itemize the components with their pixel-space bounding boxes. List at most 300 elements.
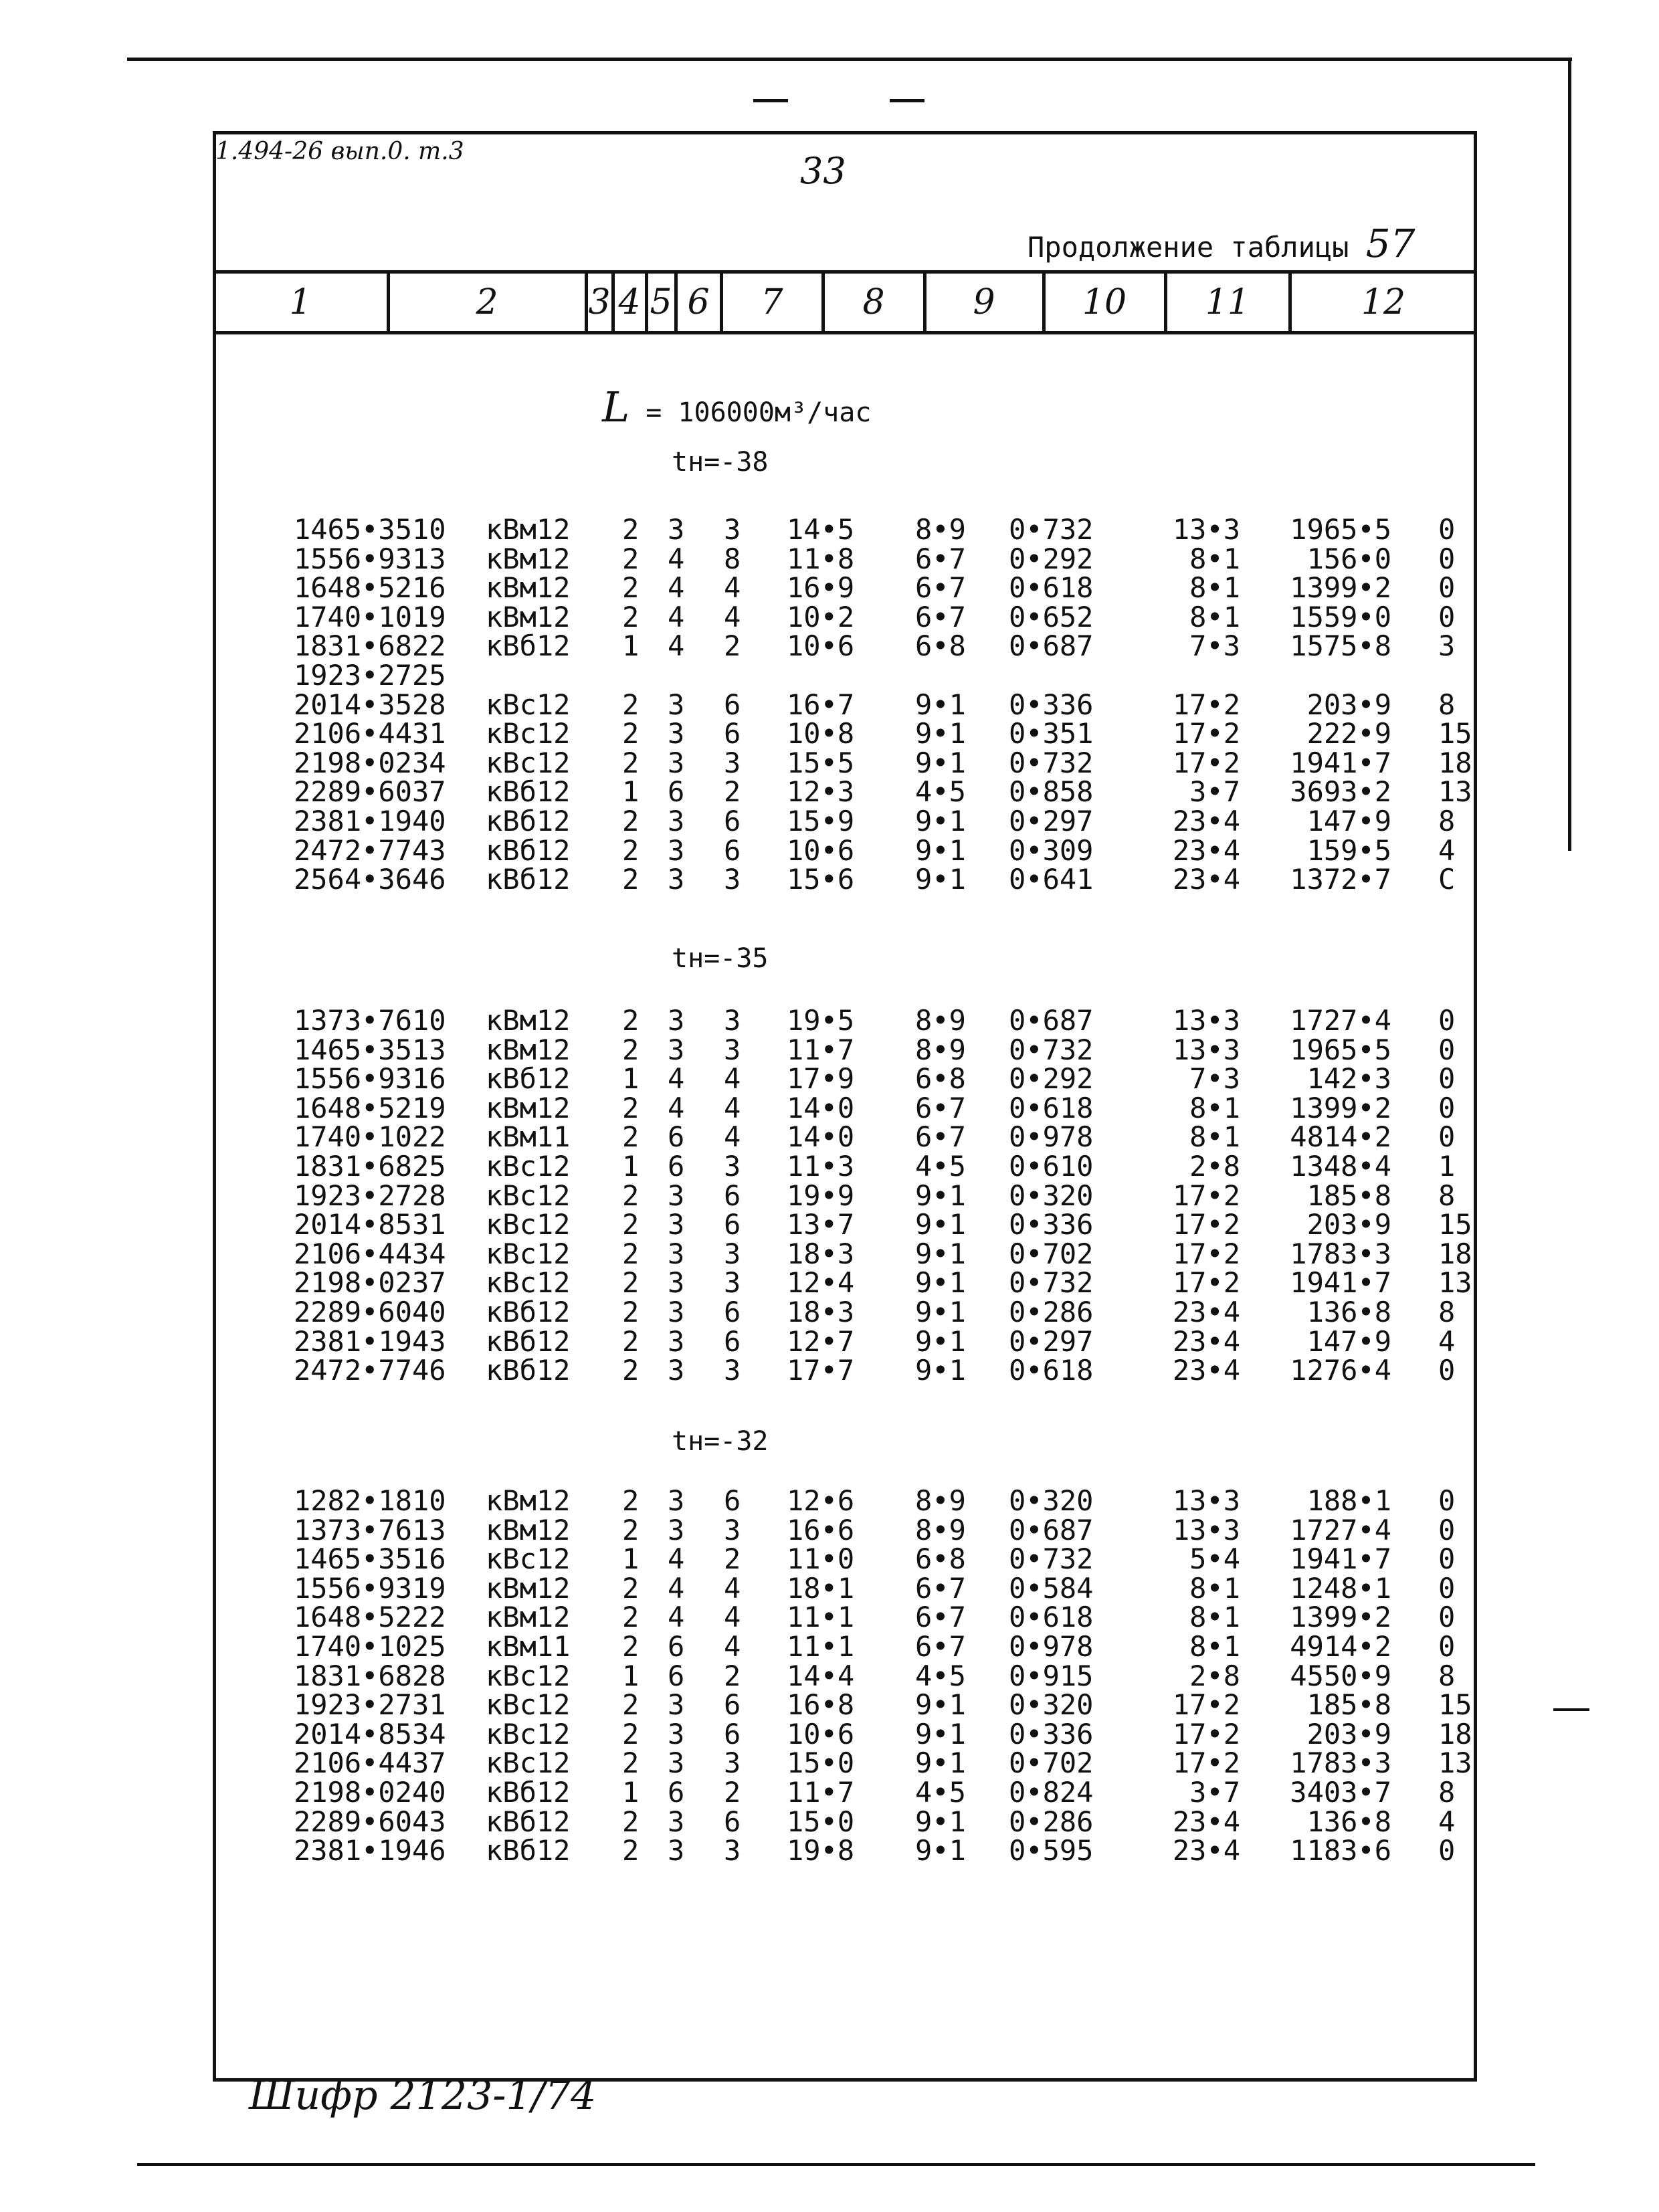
- cell-col-11: 147•9: [1306, 805, 1391, 837]
- cell-col-3: кВм11: [486, 1120, 571, 1153]
- cell-col-11: 1276•4: [1290, 1354, 1391, 1387]
- cell-col-12: 15: [1438, 1688, 1472, 1721]
- cell-col-1: 1923•27: [293, 1688, 412, 1721]
- cell-col-6: 2: [724, 1660, 741, 1692]
- column-divider: [585, 274, 588, 331]
- table-row: [0, 603, 1659, 632]
- cell-col-4: 1: [622, 1542, 640, 1575]
- section-title: tн=-35: [672, 943, 769, 974]
- cell-col-3: кВс12: [486, 746, 571, 779]
- cell-col-4: 2: [622, 1120, 640, 1153]
- table-row: [0, 1035, 1659, 1065]
- cell-col-4: 1: [622, 1776, 640, 1809]
- cell-col-12: 0: [1438, 513, 1456, 546]
- cell-col-4: 1: [622, 1062, 640, 1095]
- cell-col-5: 3: [668, 863, 685, 896]
- table-row: [0, 661, 1659, 690]
- cell-col-11: 4914•2: [1290, 1630, 1391, 1663]
- cell-col-5: 6: [668, 1630, 685, 1663]
- cell-col-8: 9•1: [915, 746, 966, 779]
- cell-col-3: кВм12: [486, 571, 571, 604]
- cell-col-3: кВс12: [486, 1660, 571, 1692]
- cell-col-1: 1556•93: [293, 542, 412, 575]
- table-row: [0, 719, 1659, 748]
- cell-col-6: 6: [724, 688, 741, 721]
- page-number: 33: [800, 150, 846, 192]
- cell-col-4: 2: [622, 1688, 640, 1721]
- cell-col-9: 0•732: [1009, 1542, 1094, 1575]
- cell-col-5: 3: [668, 1834, 685, 1867]
- column-header-6: 6: [687, 282, 710, 322]
- cell-col-5: 3: [668, 1688, 685, 1721]
- cell-col-6: 3: [724, 1033, 741, 1066]
- cell-col-3: кВм12: [486, 1092, 571, 1124]
- cell-col-12: 4: [1438, 1805, 1456, 1838]
- cell-col-12: 0: [1438, 1630, 1456, 1663]
- cell-col-1: 1373•76: [293, 1514, 412, 1546]
- cell-col-5: 3: [668, 1004, 685, 1037]
- cell-col-6: 3: [724, 1266, 741, 1299]
- cell-col-4: 2: [622, 1354, 640, 1387]
- cell-col-3: кВс12: [486, 1266, 571, 1299]
- cell-col-10: 5•4: [1189, 1542, 1240, 1575]
- cell-col-4: 2: [622, 1805, 640, 1838]
- cell-col-5: 4: [668, 1542, 685, 1575]
- column-divider: [674, 274, 678, 331]
- cell-col-7: 16•6: [787, 1514, 855, 1546]
- cell-col-11: 1559•0: [1290, 601, 1391, 633]
- cell-col-6: 3: [724, 1237, 741, 1270]
- cell-col-2: 28: [412, 688, 446, 721]
- cell-col-5: 6: [668, 775, 685, 808]
- cell-col-11: 1727•4: [1290, 1004, 1391, 1037]
- cell-col-6: 4: [724, 1601, 741, 1633]
- cell-col-3: кВм11: [486, 1630, 571, 1663]
- cell-col-5: 4: [668, 1572, 685, 1605]
- cell-col-11: 147•9: [1306, 1325, 1391, 1358]
- cell-col-4: 2: [622, 1092, 640, 1124]
- cell-col-6: 6: [724, 1718, 741, 1750]
- cell-col-11: 222•9: [1306, 717, 1391, 750]
- cell-col-4: 2: [622, 1208, 640, 1241]
- cell-col-9: 0•297: [1009, 805, 1094, 837]
- cell-col-11: 185•8: [1306, 1179, 1391, 1212]
- cell-col-12: 0: [1438, 1033, 1456, 1066]
- cell-col-5: 3: [668, 717, 685, 750]
- cell-col-3: кВм12: [486, 601, 571, 633]
- cell-col-5: 6: [668, 1150, 685, 1183]
- cell-col-12: 8: [1438, 1296, 1456, 1328]
- cell-col-7: 12•3: [787, 775, 855, 808]
- cell-col-10: 13•3: [1172, 1514, 1240, 1546]
- cell-col-1: 2014•85: [293, 1718, 412, 1750]
- cell-col-6: 4: [724, 571, 741, 604]
- cell-col-9: 0•702: [1009, 1237, 1094, 1270]
- cell-col-3: кВб12: [486, 1805, 571, 1838]
- cell-col-10: 3•7: [1189, 775, 1240, 808]
- cell-col-7: 11•1: [787, 1601, 855, 1633]
- cell-col-1: 2289•60: [293, 1296, 412, 1328]
- cell-col-1: 2198•02: [293, 1776, 412, 1809]
- cell-col-5: 3: [668, 746, 685, 779]
- cell-col-9: 0•978: [1009, 1120, 1094, 1153]
- cell-col-7: 18•3: [787, 1237, 855, 1270]
- cell-col-7: 10•6: [787, 834, 855, 867]
- cell-col-6: 6: [724, 834, 741, 867]
- cell-col-11: 156•0: [1306, 542, 1391, 575]
- cell-col-9: 0•584: [1009, 1572, 1094, 1605]
- cell-col-9: 0•610: [1009, 1150, 1094, 1183]
- cell-col-6: 2: [724, 1542, 741, 1575]
- cell-col-9: 0•732: [1009, 1033, 1094, 1066]
- cell-col-7: 13•7: [787, 1208, 855, 1241]
- column-header-4: 4: [618, 282, 641, 322]
- cell-col-8: 9•1: [915, 1296, 966, 1328]
- cell-col-9: 0•641: [1009, 863, 1094, 896]
- cell-col-6: 3: [724, 1834, 741, 1867]
- cell-col-2: 46: [412, 1834, 446, 1867]
- cell-col-12: 13: [1438, 1746, 1472, 1779]
- cell-col-4: 1: [622, 1150, 640, 1183]
- cell-col-10: 23•4: [1172, 805, 1240, 837]
- cell-col-6: 6: [724, 1325, 741, 1358]
- cell-col-11: 1727•4: [1290, 1514, 1391, 1546]
- cell-col-9: 0•978: [1009, 1630, 1094, 1663]
- cell-col-7: 15•0: [787, 1746, 855, 1779]
- cell-col-12: 18: [1438, 746, 1472, 779]
- cell-col-12: 0: [1438, 1542, 1456, 1575]
- cell-col-7: 10•8: [787, 717, 855, 750]
- cell-col-4: 2: [622, 1237, 640, 1270]
- cell-col-7: 15•5: [787, 746, 855, 779]
- cell-col-6: 4: [724, 1572, 741, 1605]
- cell-col-5: 3: [668, 688, 685, 721]
- cell-col-6: 6: [724, 1208, 741, 1241]
- cell-col-12: 18: [1438, 1718, 1472, 1750]
- cell-col-10: 2•8: [1189, 1660, 1240, 1692]
- cell-col-11: 1399•2: [1290, 1092, 1391, 1124]
- cell-col-2: 37: [412, 775, 446, 808]
- cell-col-1: 1648•52: [293, 1601, 412, 1633]
- cell-col-10: 17•2: [1172, 1179, 1240, 1212]
- cell-col-2: 31: [412, 1688, 446, 1721]
- cell-col-2: 10: [412, 1484, 446, 1517]
- cell-col-4: 2: [622, 688, 640, 721]
- cell-col-2: 16: [412, 1542, 446, 1575]
- cell-col-4: 2: [622, 1325, 640, 1358]
- cell-col-12: 0: [1438, 1062, 1456, 1095]
- cell-col-9: 0•297: [1009, 1325, 1094, 1358]
- cell-col-6: 6: [724, 1484, 741, 1517]
- cell-col-7: 11•7: [787, 1033, 855, 1066]
- cell-col-1: 1465•35: [293, 513, 412, 546]
- section-title: tн=-32: [672, 1426, 769, 1457]
- top-rule: [127, 58, 1572, 61]
- cell-col-8: 8•9: [915, 1484, 966, 1517]
- cell-col-1: 2198•02: [293, 746, 412, 779]
- cell-col-3: кВс12: [486, 1718, 571, 1750]
- cell-col-1: 1740•10: [293, 1120, 412, 1153]
- cell-col-6: 4: [724, 1630, 741, 1663]
- cell-col-9: 0•652: [1009, 601, 1094, 633]
- cell-col-3: кВб12: [486, 775, 571, 808]
- cell-col-3: кВс12: [486, 1179, 571, 1212]
- cell-col-4: 2: [622, 1630, 640, 1663]
- cell-col-9: 0•732: [1009, 746, 1094, 779]
- cell-col-8: 6•7: [915, 1120, 966, 1153]
- cell-col-6: 6: [724, 1296, 741, 1328]
- cell-col-2: 43: [412, 1325, 446, 1358]
- cell-col-3: кВс12: [486, 688, 571, 721]
- cell-col-6: 2: [724, 629, 741, 662]
- cell-col-11: 1399•2: [1290, 571, 1391, 604]
- cell-col-8: 9•1: [915, 1325, 966, 1358]
- cell-col-10: 23•4: [1172, 1325, 1240, 1358]
- table-row: [0, 573, 1659, 603]
- cell-col-11: 1399•2: [1290, 1601, 1391, 1633]
- cell-col-3: кВм12: [486, 1004, 571, 1037]
- cell-col-8: 6•7: [915, 1630, 966, 1663]
- cell-col-3: кВб12: [486, 629, 571, 662]
- cell-col-11: 1183•6: [1290, 1834, 1391, 1867]
- cell-col-7: 15•9: [787, 805, 855, 837]
- top-dash-left: [753, 99, 788, 102]
- cell-col-1: 2472•77: [293, 1354, 412, 1387]
- cell-col-10: 13•3: [1172, 1033, 1240, 1066]
- cell-col-9: 0•336: [1009, 1208, 1094, 1241]
- cell-col-4: 2: [622, 1514, 640, 1546]
- cell-col-4: 2: [622, 805, 640, 837]
- cell-col-8: 9•1: [915, 717, 966, 750]
- cell-col-7: 14•4: [787, 1660, 855, 1692]
- continuation-label: [1028, 221, 1416, 266]
- cell-col-4: 2: [622, 601, 640, 633]
- cell-col-8: 6•8: [915, 1542, 966, 1575]
- cell-col-8: 6•8: [915, 629, 966, 662]
- table-row: [0, 865, 1659, 894]
- cell-col-8: 6•7: [915, 1572, 966, 1605]
- cell-col-5: 3: [668, 834, 685, 867]
- cell-col-3: кВм12: [486, 1601, 571, 1633]
- cell-col-12: C: [1438, 863, 1456, 896]
- cell-col-12: 0: [1438, 1601, 1456, 1633]
- cell-col-9: 0•286: [1009, 1805, 1094, 1838]
- cell-col-9: 0•618: [1009, 1354, 1094, 1387]
- cell-col-3: кВм12: [486, 1514, 571, 1546]
- cell-col-4: 2: [622, 863, 640, 896]
- cell-col-2: 13: [412, 1514, 446, 1546]
- table-row: [0, 1094, 1659, 1123]
- cell-col-12: 0: [1438, 1092, 1456, 1124]
- cell-col-1: 2564•36: [293, 863, 412, 896]
- column-header-10: 10: [1082, 282, 1127, 322]
- cell-col-3: кВб12: [486, 1834, 571, 1867]
- cell-col-6: 8: [724, 542, 741, 575]
- cell-col-4: 2: [622, 571, 640, 604]
- cell-col-9: 0•292: [1009, 542, 1094, 575]
- cell-col-10: 17•2: [1172, 688, 1240, 721]
- cell-col-9: 0•687: [1009, 1004, 1094, 1037]
- cell-col-2: 37: [412, 1266, 446, 1299]
- cell-col-11: 1348•4: [1290, 1150, 1391, 1183]
- cell-col-4: 1: [622, 775, 640, 808]
- cell-col-9: 0•824: [1009, 1776, 1094, 1809]
- cell-col-6: 2: [724, 775, 741, 808]
- cell-col-8: 6•7: [915, 1092, 966, 1124]
- cell-col-7: 11•3: [787, 1150, 855, 1183]
- column-header-7: 7: [761, 282, 783, 322]
- cell-col-5: 4: [668, 571, 685, 604]
- cell-col-1: 1923•27: [293, 659, 412, 692]
- cell-col-7: 10•6: [787, 629, 855, 662]
- cell-col-2: 28: [412, 1660, 446, 1692]
- cell-col-2: 19: [412, 1092, 446, 1124]
- cell-col-6: 4: [724, 1120, 741, 1153]
- cell-col-11: 1941•7: [1290, 746, 1391, 779]
- formula-text: = 106000м³/час: [646, 397, 872, 428]
- cell-col-4: 2: [622, 1718, 640, 1750]
- cell-col-9: 0•286: [1009, 1296, 1094, 1328]
- cell-col-2: 22: [412, 1601, 446, 1633]
- cell-col-11: 1965•5: [1290, 513, 1391, 546]
- cell-col-8: 6•7: [915, 571, 966, 604]
- cell-col-6: 6: [724, 1179, 741, 1212]
- formula-symbol: L: [602, 383, 630, 431]
- cell-col-5: 3: [668, 1325, 685, 1358]
- cell-col-8: 9•1: [915, 863, 966, 896]
- cell-col-12: 4: [1438, 834, 1456, 867]
- cell-col-7: 12•7: [787, 1325, 855, 1358]
- cell-col-3: кВм12: [486, 1484, 571, 1517]
- table-row: [0, 1632, 1659, 1662]
- cell-col-1: 2198•02: [293, 1266, 412, 1299]
- cell-col-1: 1648•52: [293, 1092, 412, 1124]
- table-row: [0, 1574, 1659, 1603]
- cell-col-10: 13•3: [1172, 1484, 1240, 1517]
- cell-col-12: 8: [1438, 1660, 1456, 1692]
- cell-col-7: 17•9: [787, 1062, 855, 1095]
- cell-col-3: кВс12: [486, 717, 571, 750]
- cell-col-2: 22: [412, 629, 446, 662]
- cell-col-8: 9•1: [915, 1834, 966, 1867]
- cell-col-12: 4: [1438, 1325, 1456, 1358]
- cell-col-10: 23•4: [1172, 1354, 1240, 1387]
- cell-col-10: 23•4: [1172, 1805, 1240, 1838]
- cell-col-7: 15•6: [787, 863, 855, 896]
- cell-col-10: 8•1: [1189, 542, 1240, 575]
- column-divider: [387, 274, 390, 331]
- cell-col-8: 9•1: [915, 1746, 966, 1779]
- cell-col-8: 9•1: [915, 1805, 966, 1838]
- cell-col-8: 6•7: [915, 1601, 966, 1633]
- table-row: [0, 631, 1659, 661]
- cell-col-12: 8: [1438, 1179, 1456, 1212]
- column-header-5: 5: [650, 282, 672, 322]
- cell-col-11: 1783•3: [1290, 1237, 1391, 1270]
- cell-col-5: 6: [668, 1660, 685, 1692]
- cell-col-2: 28: [412, 1179, 446, 1212]
- cell-col-7: 17•7: [787, 1354, 855, 1387]
- cell-col-2: 40: [412, 1296, 446, 1328]
- cell-col-3: кВб12: [486, 1062, 571, 1095]
- cell-col-8: 9•1: [915, 1266, 966, 1299]
- cell-col-2: 25: [412, 1630, 446, 1663]
- cell-col-2: 37: [412, 1746, 446, 1779]
- table-row: [0, 1603, 1659, 1632]
- cell-col-5: 3: [668, 1208, 685, 1241]
- cell-col-10: 17•2: [1172, 1746, 1240, 1779]
- cell-col-3: кВб12: [486, 1296, 571, 1328]
- table-row: [0, 1720, 1659, 1749]
- cell-col-6: 3: [724, 1150, 741, 1183]
- cell-col-10: 17•2: [1172, 717, 1240, 750]
- cell-col-10: 8•1: [1189, 571, 1240, 604]
- cell-col-9: 0•732: [1009, 513, 1094, 546]
- cell-col-2: 46: [412, 1354, 446, 1387]
- cell-col-2: 10: [412, 1004, 446, 1037]
- cell-col-5: 4: [668, 1601, 685, 1633]
- table-row: [0, 1181, 1659, 1211]
- cell-col-12: 0: [1438, 601, 1456, 633]
- cell-col-2: 13: [412, 542, 446, 575]
- cell-col-10: 7•3: [1189, 1062, 1240, 1095]
- table-row: [0, 1662, 1659, 1691]
- cell-col-7: 10•2: [787, 601, 855, 633]
- cell-col-12: 8: [1438, 688, 1456, 721]
- cell-col-5: 4: [668, 542, 685, 575]
- cell-col-1: 2381•19: [293, 1834, 412, 1867]
- cell-col-7: 12•4: [787, 1266, 855, 1299]
- cell-col-7: 14•5: [787, 513, 855, 546]
- cell-col-1: 2289•60: [293, 775, 412, 808]
- cell-col-10: 17•2: [1172, 1208, 1240, 1241]
- cell-col-12: 0: [1438, 1834, 1456, 1867]
- cell-col-10: 13•3: [1172, 1004, 1240, 1037]
- bottom-rule: [137, 2163, 1535, 2166]
- cell-col-1: 2381•19: [293, 805, 412, 837]
- cell-col-8: 4•5: [915, 1150, 966, 1183]
- cell-col-10: 23•4: [1172, 1296, 1240, 1328]
- cell-col-2: 10: [412, 513, 446, 546]
- cell-col-10: 8•1: [1189, 601, 1240, 633]
- cell-col-11: 3693•2: [1290, 775, 1391, 808]
- cell-col-8: 6•7: [915, 601, 966, 633]
- cell-col-3: кВб12: [486, 834, 571, 867]
- cell-col-10: 8•1: [1189, 1630, 1240, 1663]
- table-row: [0, 544, 1659, 574]
- cell-col-1: 2472•77: [293, 834, 412, 867]
- column-divider: [1042, 274, 1046, 331]
- cell-col-8: 6•7: [915, 542, 966, 575]
- cell-col-10: 8•1: [1189, 1572, 1240, 1605]
- cell-col-4: 2: [622, 542, 640, 575]
- cell-col-7: 16•7: [787, 688, 855, 721]
- cell-col-2: 16: [412, 571, 446, 604]
- cell-col-5: 3: [668, 805, 685, 837]
- cell-col-8: 9•1: [915, 1688, 966, 1721]
- cell-col-11: 1575•8: [1290, 629, 1391, 662]
- cell-col-9: 0•618: [1009, 571, 1094, 604]
- cell-col-2: 43: [412, 1805, 446, 1838]
- cell-col-6: 4: [724, 1092, 741, 1124]
- table-row: [0, 1778, 1659, 1807]
- cell-col-1: 1556•93: [293, 1572, 412, 1605]
- top-dash-right: [890, 99, 924, 102]
- cell-col-12: 0: [1438, 1120, 1456, 1153]
- cell-col-12: 0: [1438, 1514, 1456, 1546]
- table-row: [0, 1006, 1659, 1035]
- cell-col-12: 3: [1438, 629, 1456, 662]
